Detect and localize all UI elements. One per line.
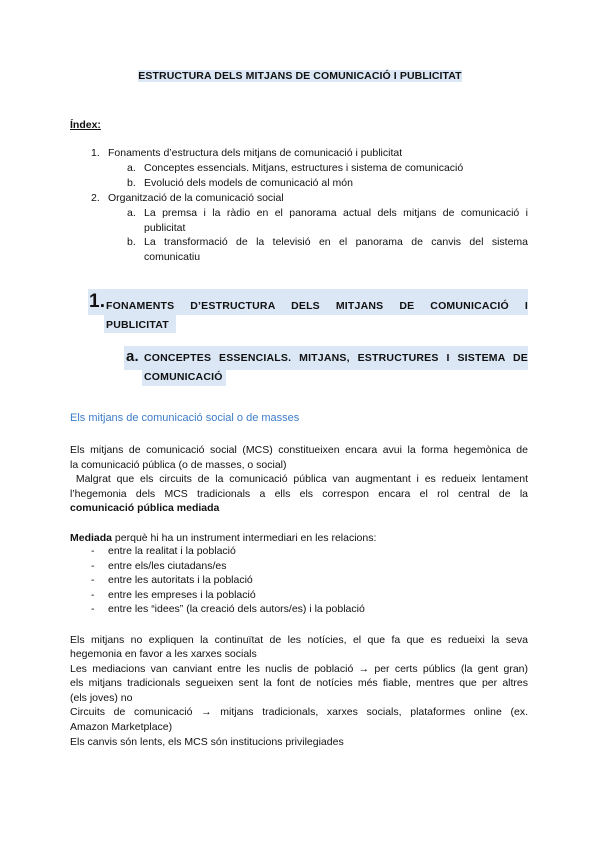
index-label: Índex: [70,119,101,131]
toc-letter: a. [127,162,136,174]
paragraph-line: la comunicació pública (o de masses, o social) [70,459,287,471]
toc-entry: La transformació de la televisió en el panorama de canvis del sistema [144,236,528,248]
document-title: ESTRUCTURA DELS MITJANS DE COMUNICACIÓ I PUBLICITAT [138,70,462,82]
bullet-dash: - [91,560,95,572]
toc-entry: Organització de la comunicació social [108,192,284,204]
heading-2-letter: a. [126,348,139,365]
section-title: Els mitjans de comunicació social o de masses [70,412,300,424]
toc-entry-continued: comunicatiu [144,251,201,263]
mediada-description: perquè hi ha un instrument intermediari en les relacions: [112,532,377,544]
list-item: entre els/les ciutadans/es [108,560,227,572]
list-item: entre les autoritats i la població [108,574,253,586]
paragraph-line: Circuits de comunicació → mitjans tradicionals, xarxes socials, plataformes online (ex. [70,706,528,718]
heading-1-line: PUBLICITAT [106,319,169,331]
toc-entry-continued: publicitat [144,222,186,234]
list-item: entre la realitat i la població [108,545,236,557]
paragraph-bold-line: comunicació pública mediada [70,502,220,514]
paragraph-line: Els canvis són lents, els MCS són institucions privilegiades [70,736,344,748]
paragraph-line: Les mediacions van canviant entre les nuclis de població → per certs públics (la gent gran) [70,663,528,675]
mediada-term: Mediada [70,532,113,544]
heading-2-line: CONCEPTES ESSENCIALS. MITJANS, ESTRUCTURES I SISTEMA DE [144,352,528,364]
list-item: entre les empreses i la població [108,589,256,601]
paragraph-line: hegemonia en favor a les xarxes socials [70,648,257,660]
paragraph-line: Els mitjans no expliquen la continuïtat de les notícies, el que fa que es redueixi la seva [70,634,528,646]
toc-letter: b. [127,236,136,248]
bullet-dash: - [91,574,95,586]
bullet-dash: - [91,589,95,601]
paragraph-line: Els mitjans de comunicació social (MCS) constitueixen encara avui la forma hegemònica de [70,444,528,456]
heading-2-line: COMUNICACIÓ [144,371,223,383]
paragraph-line: Malgrat que els circuits de la comunicació pública van augmentant i es redueix lentament [70,473,528,485]
toc-entry: Fonaments d’estructura dels mitjans de comunicació i publicitat [108,147,403,159]
heading-1-line: FONAMENTS D’ESTRUCTURA DELS MITJANS DE COMUNICACIÓ I [106,300,528,312]
bullet-dash: - [91,545,95,557]
toc-number: 1. [91,147,100,159]
toc-letter: b. [127,177,136,189]
paragraph-line: Amazon Marketplace) [70,721,173,733]
paragraph-line: (els joves) no [70,692,133,704]
toc-letter: a. [127,207,136,219]
paragraph-line: l’hegemonia dels MCS tradicionals a ells els correspon encara el rol central de la [70,488,528,500]
heading-1-number: 1. [89,291,106,312]
toc-number: 2. [91,192,100,204]
bullet-dash: - [91,603,95,615]
list-item: entre les “idees” (la creació dels autors/es) i la població [108,603,365,615]
toc-entry: Conceptes essencials. Mitjans, estructures i sistema de comunicació [144,162,464,174]
paragraph-line: els mitjans tradicionals segueixen sent la font de notícies més fiable, mentres que per altres [70,677,528,689]
mediada-intro [70,531,376,546]
toc-entry: La premsa i la ràdio en el panorama actual dels mitjans de comunicació i [144,207,528,219]
toc-entry: Evolució dels models de comunicació al món [144,177,353,189]
